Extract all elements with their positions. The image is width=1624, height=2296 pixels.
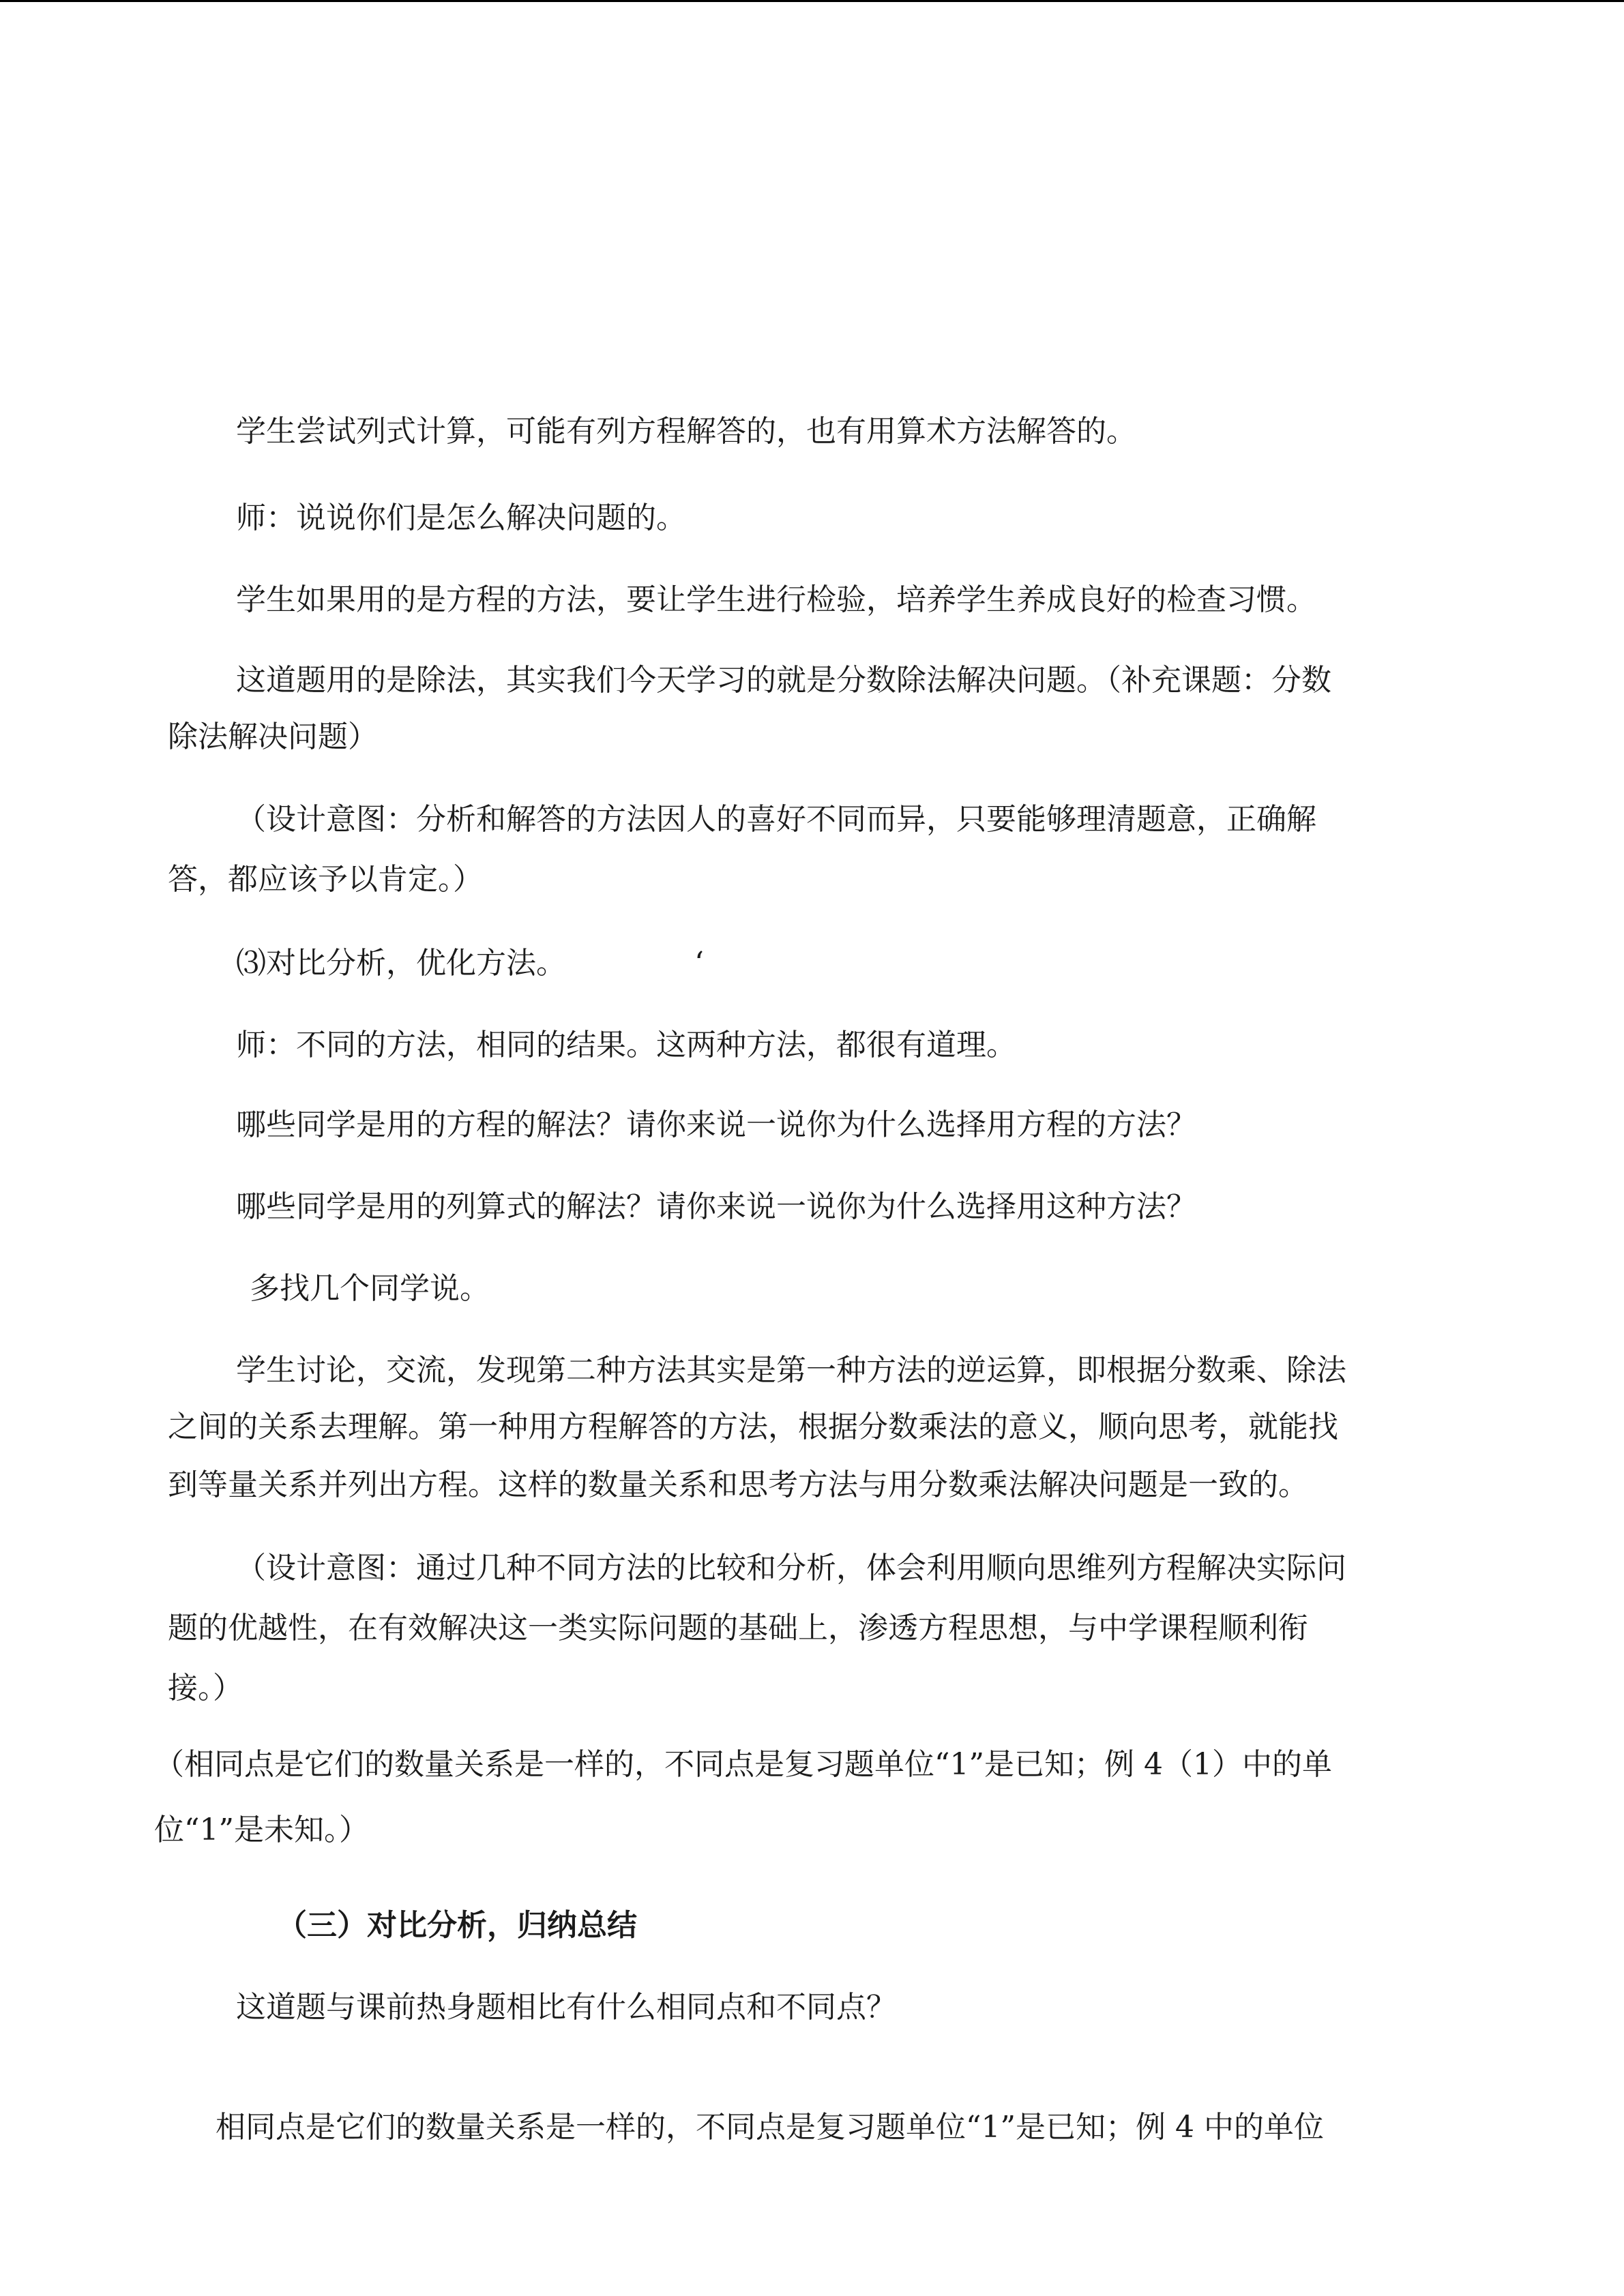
paragraph-line: 之间的关系去理解。第一种用方程解答的方法，根据分数乘法的意义，顺向思考，就能找 — [168, 1410, 1338, 1444]
paragraph-line: 除法解决问题） — [168, 719, 378, 754]
paragraph-line: ⑶对比分析，优化方法。 — [236, 946, 566, 981]
paragraph-line: 题的优越性，在有效解决这一类实际问题的基础上，渗透方程思想，与中学课程顺利衔 — [168, 1611, 1308, 1645]
paragraph-line: 学生尝试列式计算，可能有列方程解答的，也有用算术方法解答的。 — [236, 414, 1136, 449]
paragraph-line: 哪些同学是用的列算式的解法？请你来说一说你为什么选择用这种方法？ — [236, 1189, 1196, 1224]
paragraph-line: 多找几个同学说。 — [250, 1271, 490, 1306]
paragraph-line: 相同点是它们的数量关系是一样的，不同点是复习题单位“1”是已知；例 4 中的单位 — [216, 2110, 1324, 2145]
paragraph-line: 答，都应该予以肯定。） — [168, 862, 483, 897]
paragraph-line: （设计意图：分析和解答的方法因人的喜好不同而异，只要能够理清题意，正确解 — [236, 802, 1316, 837]
paragraph-line: 到等量关系并列出方程。这样的数量关系和思考方法与用分数乘法解决问题是一致的。 — [168, 1467, 1308, 1502]
paragraph-line: 哪些同学是用的方程的解法？请你来说一说你为什么选择用方程的方法？ — [236, 1107, 1196, 1142]
paragraph-line: 这道题与课前热身题相比有什么相同点和不同点？ — [236, 1990, 896, 2025]
paragraph-line: 学生讨论，交流，发现第二种方法其实是第一种方法的逆运算，即根据分数乘、除法 — [236, 1353, 1346, 1388]
paragraph-line: （相同点是它们的数量关系是一样的，不同点是复习题单位“1”是已知；例 4（1）中的单 — [154, 1747, 1332, 1782]
paragraph-line: （设计意图：通过几种不同方法的比较和分析，体会利用顺向思维列方程解决实际问 — [236, 1551, 1346, 1585]
paragraph-line: 位“1”是未知。） — [154, 1813, 369, 1847]
top-border — [0, 0, 1624, 2]
paragraph-line: 这道题用的是除法，其实我们今天学习的就是分数除法解决问题。（补充课题：分数 — [236, 663, 1331, 698]
paragraph-line: 接。） — [168, 1671, 243, 1705]
section-heading: （三）对比分析，归纳总结 — [277, 1908, 637, 1943]
paragraph-line: 师：不同的方法，相同的结果。这两种方法，都很有道理。 — [236, 1028, 1016, 1062]
paragraph-line: 学生如果用的是方程的方法，要让学生进行检验，培养学生养成良好的检查习惯。 — [236, 582, 1316, 617]
stray-mark: ‘ — [694, 946, 704, 981]
paragraph-line: 师：说说你们是怎么解决问题的。 — [236, 501, 686, 535]
